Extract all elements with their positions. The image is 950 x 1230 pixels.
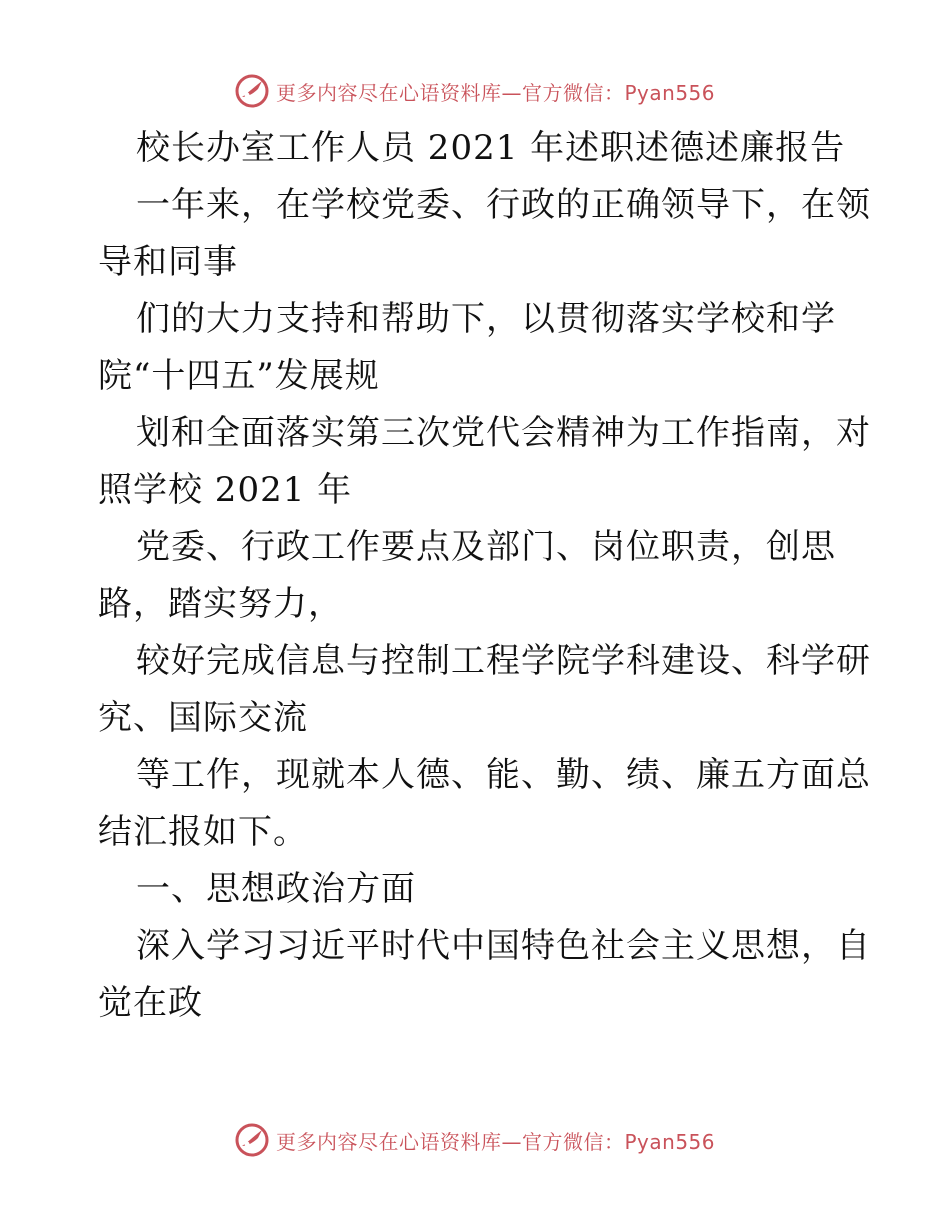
paragraph-line: 结汇报如下。 (98, 812, 308, 852)
quill-logo-icon (234, 1122, 270, 1158)
paragraph-line: 觉在政 (98, 983, 203, 1023)
footer-watermark-banner (234, 1120, 715, 1160)
paragraph-line: 导和同事 (98, 242, 238, 282)
quill-logo-icon (234, 73, 270, 109)
paragraph-line: 划和全面落实第三次党代会精神为工作指南，对 (136, 413, 871, 453)
document-body (98, 120, 871, 1032)
paragraph-line: 照学校 2021 年 (98, 470, 353, 510)
paragraph-line: 深入学习习近平时代中国特色社会主义思想，自 (136, 926, 871, 966)
paragraph-line: 一年来，在学校党委、行政的正确领导下，在领 (136, 185, 871, 225)
section-heading: 一、思想政治方面 (136, 869, 416, 909)
header-watermark-banner (234, 71, 715, 111)
paragraph-line: 究、国际交流 (98, 698, 308, 738)
banner-text: 更多内容尽在心语资料库—官方微信：Pyan556 (276, 80, 716, 105)
banner-text: 更多内容尽在心语资料库—官方微信：Pyan556 (276, 1129, 716, 1154)
paragraph-line: 党委、行政工作要点及部门、岗位职责，创思 (136, 527, 836, 567)
paragraph-line: 等工作，现就本人德、能、勤、绩、廉五方面总 (136, 755, 871, 795)
document-title: 校长办室工作人员 2021 年述职述德述廉报告 (136, 128, 846, 168)
paragraph-line: 路，踏实努力， (98, 584, 343, 624)
paragraph-line: 较好完成信息与控制工程学院学科建设、科学研 (136, 641, 871, 681)
paragraph-line: 院“十四五”发展规 (98, 356, 380, 396)
paragraph-line: 们的大力支持和帮助下，以贯彻落实学校和学 (136, 299, 836, 339)
